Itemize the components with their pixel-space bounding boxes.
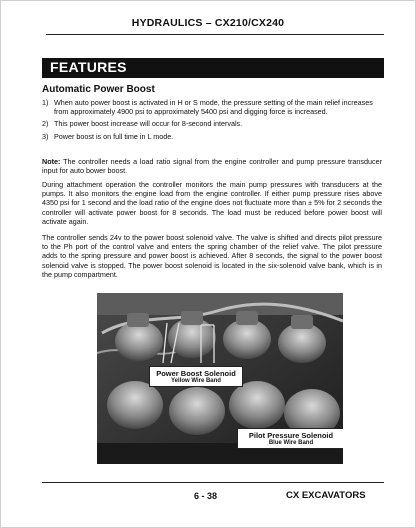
callout-title: Power Boost Solenoid [156,369,236,378]
list-text: Power boost is on full time in L mode. [54,131,174,141]
note-label: Note: [42,157,61,166]
callout-subtitle: Yellow Wire Band [171,378,221,384]
page-header-title: HYDRAULICS – CX210/CX240 [131,17,285,29]
footer-rule [42,482,384,483]
feature-list [42,98,382,141]
list-text: This power boost increase will occur for 8-second intervals. [54,119,243,129]
section-label: FEATURES [50,59,127,75]
list-number: 1) [42,98,49,107]
section-banner [42,58,384,78]
list-number: 2) [42,119,49,129]
power-boost-callout [149,366,243,387]
callout-subtitle: Blue Wire Band [268,440,314,446]
list-item [42,98,382,116]
list-item [42,119,382,128]
note-paragraph [42,157,382,175]
subsection-title: Automatic Power Boost [42,84,155,95]
note-text: The controller needs a load ratio signal from the engine controller and pump pressure transducer input for auto bower boost. [42,157,382,176]
list-text: When auto power boost is activated in H or S mode, the pressure setting of the main relief increases from approximately 4900 psi to approximately 5400 psi and digging force is increased. [54,98,373,117]
body-paragraph: The controller sends 24v to the power boost solenoid valve. The valve is shifted and directs pilot pressure to the Ph port of the control valve and enters the spring chamber of the relief valve. The pilot pressure adds to the spring pressure and power boost is achieved. After 8 seconds, the signal to the power boost solenoid valve is stopped. The power boost solenoid is located in the six-solenoid valve bank, which is in the pump compartment. [42,233,382,279]
callout-title: Pilot Pressure Solenoid [248,431,334,440]
pilot-pressure-callout [237,428,343,449]
footer-brand: CX EXCAVATORS [286,490,366,501]
list-item [42,132,382,141]
header-rule [46,34,384,35]
page-number: 6 - 38 [194,491,218,501]
body-paragraph: During attachment operation the controller monitors the main pump pressures with transducers at the pumps. It also monitors the engine load from the engine controller. If either pump pressure rises above 4350 psi for 1 second and the load ratio of the engine does not fluctuate more than ± 5% for 2 seconds the controller will activate power boost for 8 seconds. The load must be reduced before power boost will activate again. [42,180,382,226]
list-number: 3) [42,131,49,141]
solenoid-valve-photo [97,293,343,464]
